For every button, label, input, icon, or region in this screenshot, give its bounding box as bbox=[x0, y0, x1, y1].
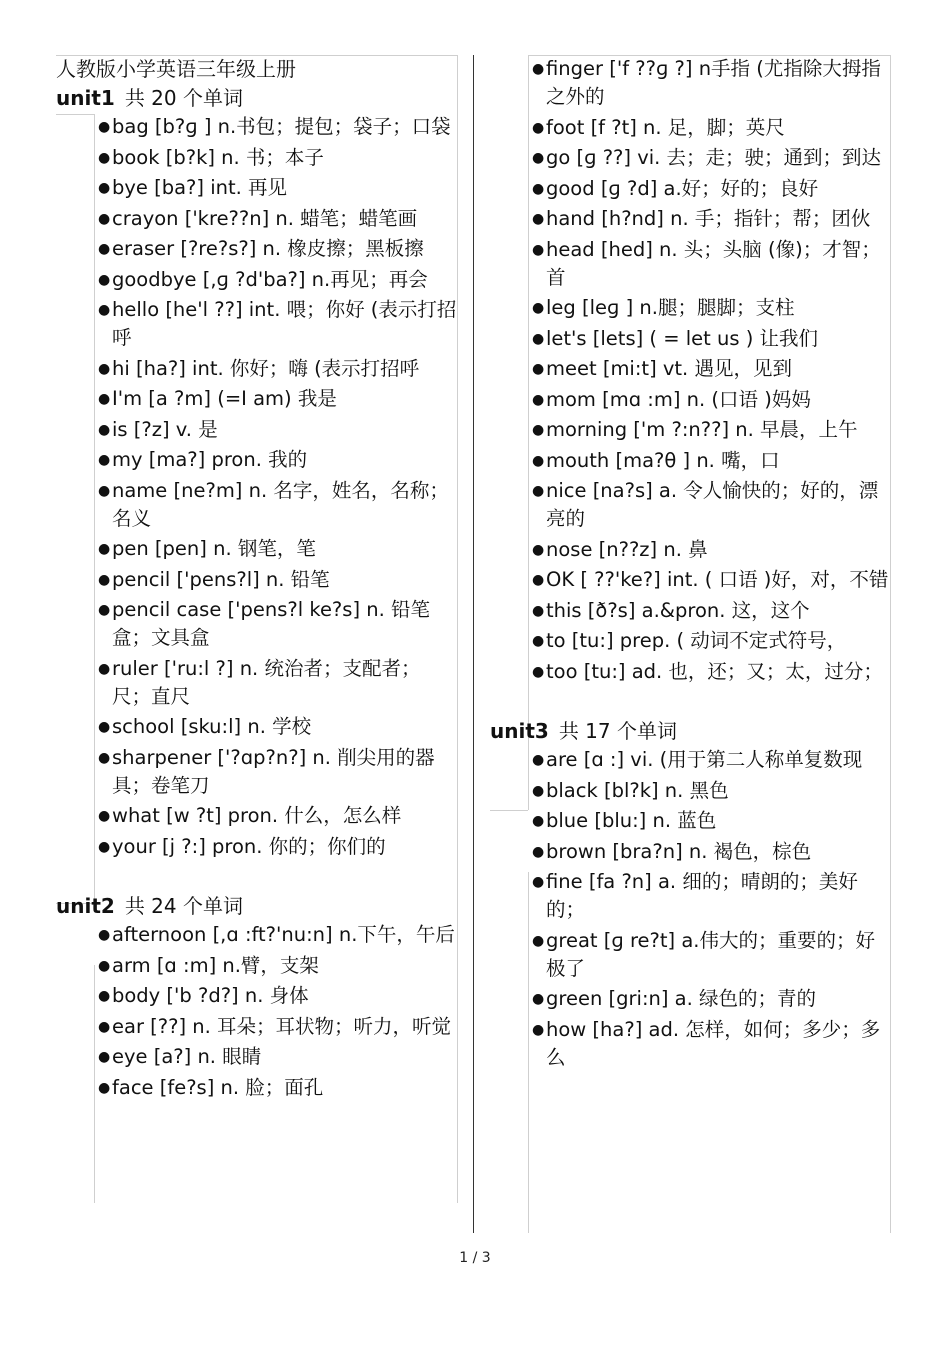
word-item: ●pencil ['pens?l] n. 铅笔 bbox=[98, 566, 458, 594]
unit-heading bbox=[56, 83, 458, 113]
bullet-icon: ● bbox=[532, 61, 545, 77]
bullet-icon: ● bbox=[98, 149, 111, 166]
word-item: ●how [ha?] ad. 怎样，如何；多少；多么 bbox=[532, 1017, 881, 1069]
bullet-icon: ● bbox=[532, 932, 545, 949]
bullet-icon: ● bbox=[532, 782, 545, 799]
bullet-icon: ● bbox=[98, 808, 111, 824]
word-item: ●eraser [?re?s?] n. 橡皮擦；黑板擦 bbox=[98, 235, 458, 263]
bullet-icon: ● bbox=[532, 452, 545, 469]
bullet-icon: ● bbox=[98, 602, 111, 618]
bullet-icon: ● bbox=[98, 360, 111, 377]
bullet-icon: ● bbox=[98, 1049, 111, 1065]
bullet-icon: ● bbox=[532, 241, 545, 258]
word-list bbox=[490, 746, 892, 1072]
word-item: ●mom [mɑ :m] n. (口语 )妈妈 bbox=[532, 386, 892, 414]
word-item: ●school [sku:l] n. 学校 bbox=[98, 713, 458, 741]
word-item: ●fine [fa ?n] a. 细的；晴朗的；美好的； bbox=[532, 870, 858, 921]
bullet-icon: ● bbox=[98, 452, 111, 468]
word-item: ●name [ne?m] n. 名字，姓名，名称；名义 bbox=[98, 478, 449, 530]
bullet-icon: ● bbox=[98, 271, 111, 288]
word-item: ●too [tu:] ad. 也，还；又；太，过分； bbox=[532, 658, 892, 686]
word-item: ●go [ɡ ??] vi. 去；走；驶；通到；到达 bbox=[532, 144, 892, 172]
unit-heading bbox=[56, 891, 458, 921]
bullet-icon: ● bbox=[532, 150, 545, 166]
word-item: ●bye [ba?] int. 再见 bbox=[98, 174, 458, 202]
word-item: ●eye [a?] n. 眼睛 bbox=[98, 1043, 458, 1071]
word-item: ●book [b?k] n. 书；本子 bbox=[98, 144, 458, 172]
document-title: 人教版小学英语三年级上册 bbox=[56, 57, 296, 81]
word-item: ●my [ma?] pron. 我的 bbox=[98, 446, 458, 474]
word-item: ●bag [b?ɡ ] n.书包；提包；袋子；口袋 bbox=[98, 113, 458, 141]
word-item: ●meet [mi:t] vt. 遇见，见到 bbox=[532, 355, 892, 383]
bullet-icon: ● bbox=[532, 330, 545, 347]
word-item: ●crayon ['kre??n] n. 蜡笔；蜡笔画 bbox=[98, 205, 458, 233]
unit-name: unit3 bbox=[490, 719, 549, 743]
word-list bbox=[56, 921, 458, 1102]
bullet-icon: ● bbox=[532, 300, 545, 316]
bullet-icon: ● bbox=[532, 422, 545, 438]
bullet-icon: ● bbox=[98, 541, 111, 557]
word-item: ●pen [pen] n. 钢笔，笔 bbox=[98, 535, 458, 563]
word-item: ●head [hed] n. 头；头脑 (像)；才智；首 bbox=[532, 237, 881, 289]
unit-name: unit1 bbox=[56, 86, 115, 110]
word-item: ●hand [h?nd] n. 手；指针；帮；团伙 bbox=[532, 205, 892, 233]
right-column bbox=[490, 55, 892, 1074]
word-item: ●pencil case ['pens?l ke?s] n. 铅笔盒；文具盒 bbox=[98, 598, 431, 649]
word-item: ●arm [ɑ :m] n.臂，支架 bbox=[98, 952, 458, 980]
word-item: ●great [ɡ re?t] a.伟大的；重要的；好极了 bbox=[532, 928, 875, 980]
word-list bbox=[490, 55, 892, 686]
bullet-icon: ● bbox=[98, 571, 111, 588]
word-item: ●brown [bra?n] n. 褐色，棕色 bbox=[532, 838, 892, 866]
word-item: ●let's [lets] ( = let us ) 让我们 bbox=[532, 325, 892, 353]
bullet-icon: ● bbox=[98, 482, 111, 499]
word-item: ●is [?z] v. 是 bbox=[98, 416, 458, 444]
unit-heading bbox=[490, 716, 892, 746]
word-item: ●ear [??] n. 耳朵；耳状物；听力，听觉 bbox=[98, 1013, 458, 1041]
word-item: ●finger ['f ??ɡ ?] n手指 (尤指除大拇指之外的 bbox=[532, 57, 881, 108]
word-item: ●hello [he'l ??] int. 喂；你好 (表示打招呼 bbox=[98, 298, 457, 349]
word-item: ●foot [f ?t] n. 足，脚；英尺 bbox=[532, 114, 892, 142]
word-item: ●to [tu:] prep. ( 动词不定式符号， bbox=[532, 627, 892, 655]
bullet-icon: ● bbox=[532, 483, 545, 499]
bullet-icon: ● bbox=[532, 1021, 545, 1038]
word-item: ●green [gri:n] a. 绿色的；青的 bbox=[532, 985, 892, 1013]
word-item: ●good [ɡ ?d] a.好；好的；良好 bbox=[532, 175, 892, 203]
word-item: ●nose [n??z] n. 鼻 bbox=[532, 536, 892, 564]
bullet-icon: ● bbox=[532, 752, 545, 768]
column-divider bbox=[473, 55, 474, 1233]
word-item: ●OK [ ??'ke?] int. ( 口语 )好，对，不错 bbox=[532, 566, 892, 594]
word-list bbox=[56, 113, 458, 861]
unit-word-count: 共 17 个单词 bbox=[558, 719, 677, 743]
word-item: ●mouth [ma?θ ] n. 嘴，口 bbox=[532, 447, 892, 475]
bullet-icon: ● bbox=[532, 211, 545, 227]
bullet-icon: ● bbox=[98, 241, 111, 257]
bullet-icon: ● bbox=[532, 602, 545, 619]
bullet-icon: ● bbox=[532, 180, 545, 197]
word-item: ●are [ɑ :] vi. (用于第二人称单复数现 bbox=[532, 746, 892, 774]
word-item: ●this [ð?s] a.&pron. 这，这个 bbox=[532, 597, 892, 625]
bullet-icon: ● bbox=[98, 660, 111, 677]
unit-word-count: 共 24 个单词 bbox=[124, 894, 243, 918]
word-item: ●hi [ha?] int. 你好；嗨 (表示打招呼 bbox=[98, 355, 458, 383]
word-item: ●ruler ['ru:l ?] n. 统治者；支配者；尺；直尺 bbox=[98, 656, 421, 708]
bullet-icon: ● bbox=[98, 1018, 111, 1035]
bullet-icon: ● bbox=[532, 119, 545, 136]
bullet-icon: ● bbox=[532, 633, 545, 649]
bullet-icon: ● bbox=[98, 1079, 111, 1096]
bullet-icon: ● bbox=[532, 663, 545, 680]
word-item: ●nice [na?s] a. 令人愉快的；好的，漂亮的 bbox=[532, 479, 879, 530]
word-item: ●afternoon [,ɑ :ft?'nu:n] n.下午，午后 bbox=[98, 921, 458, 949]
bullet-icon: ● bbox=[98, 838, 111, 855]
word-item: ●morning ['m ?:n??] n. 早晨，上午 bbox=[532, 416, 892, 444]
word-item: ●blue [blu:] n. 蓝色 bbox=[532, 807, 892, 835]
bullet-icon: ● bbox=[532, 572, 545, 588]
bullet-icon: ● bbox=[98, 749, 111, 766]
bullet-icon: ● bbox=[532, 874, 545, 890]
bullet-icon: ● bbox=[98, 957, 111, 974]
bullet-icon: ● bbox=[98, 391, 111, 407]
bullet-icon: ● bbox=[98, 119, 111, 135]
bullet-icon: ● bbox=[532, 843, 545, 860]
bullet-icon: ● bbox=[98, 927, 111, 943]
bullet-icon: ● bbox=[532, 813, 545, 829]
word-item: ●leg [leɡ ] n.腿；腿脚；支柱 bbox=[532, 294, 892, 322]
word-item: ●what [w ?t] pron. 什么，怎么样 bbox=[98, 802, 458, 830]
word-item: ●black [bl?k] n. 黑色 bbox=[532, 777, 892, 805]
word-item: ●face [fe?s] n. 脸；面孔 bbox=[98, 1074, 458, 1102]
bullet-icon: ● bbox=[532, 361, 545, 377]
bullet-icon: ● bbox=[98, 988, 111, 1004]
bullet-icon: ● bbox=[98, 210, 111, 227]
word-item: ●body ['b ?d?] n. 身体 bbox=[98, 982, 458, 1010]
word-item: ●sharpener ['?ɑp?n?] n. 削尖用的器具；卷笔刀 bbox=[98, 745, 435, 797]
unit-word-count: 共 20 个单词 bbox=[124, 86, 243, 110]
word-item: ●your [j ?:] pron. 你的；你们的 bbox=[98, 833, 458, 861]
bullet-icon: ● bbox=[98, 302, 111, 318]
word-item: ●I'm [a ?m] (=I am) 我是 bbox=[98, 385, 458, 413]
bullet-icon: ● bbox=[98, 421, 111, 438]
page-number: 1 / 3 bbox=[459, 1250, 491, 1266]
word-item: ●goodbye [,ɡ ?d'ba?] n.再见；再会 bbox=[98, 266, 458, 294]
bullet-icon: ● bbox=[98, 719, 111, 735]
bullet-icon: ● bbox=[532, 391, 545, 408]
unit-name: unit2 bbox=[56, 894, 115, 918]
left-column bbox=[56, 55, 458, 1104]
bullet-icon: ● bbox=[98, 180, 111, 196]
bullet-icon: ● bbox=[532, 991, 545, 1007]
bullet-icon: ● bbox=[532, 541, 545, 558]
